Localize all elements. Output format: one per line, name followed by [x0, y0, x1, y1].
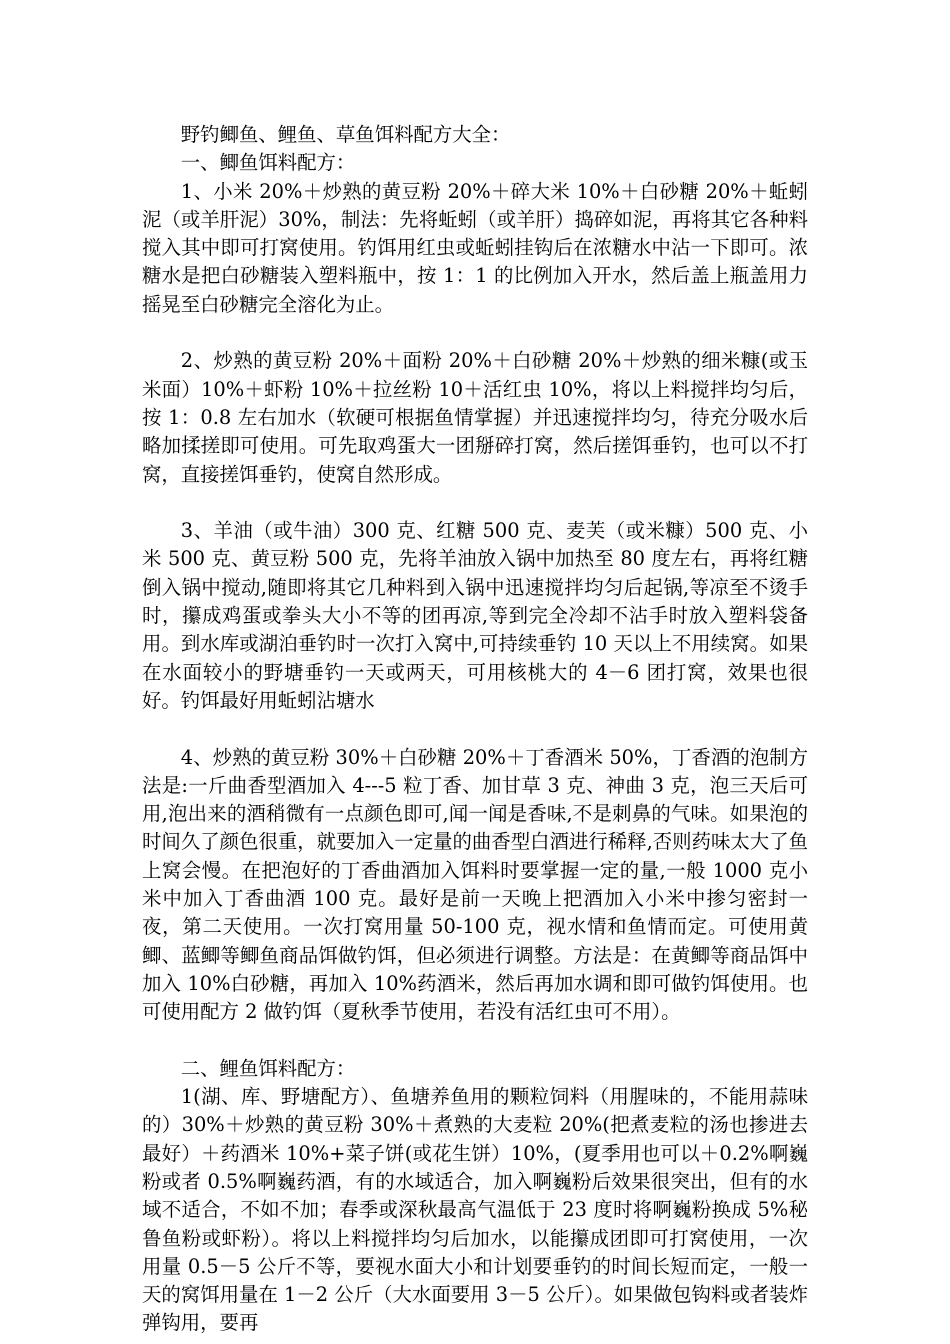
section-heading-crucian: 一、鲫鱼饵料配方：	[180, 151, 356, 175]
paragraph-spacer	[142, 1027, 808, 1055]
carp-recipe-1: 1(湖、库、野塘配方）、鱼塘养鱼用的颗粒饲料（用腥味的，不能用蒜味的）30%＋炒熟的黄豆粉 30%＋煮熟的大麦粒 20%(把煮麦粒的汤也掺进去最好）＋药酒米 10%+菜子饼(或花生饼）10%，(夏季用也可以＋0.2%啊巍粉或者 0.5%啊巍药酒，有的水域适合，加入啊巍粉后效果很突出，但有的水域不适合，不如不加；春季或深秋最高气温低于 23 度时将啊巍粉换成 5%秘鲁鱼粉或虾粉）。将以上料搅拌均匀后加水，以能攥成团即可打窝使用，一次用量 0.5－5 公斤不等，要视水面大小和计划要垂钓的时间长短而定，一般一天的窝饵用量在 1－2 公斤（大水面要用 3－5 公斤）。如果做包钩料或者装炸弹钩用，要再	[142, 1085, 808, 1335]
crucian-recipe-1: 1、小米 20%＋炒熟的黄豆粉 20%＋碎大米 10%＋白砂糖 20%＋蚯蚓泥（或羊肝泥）30%，制法：先将蚯蚓（或羊肝）捣碎如泥，再将其它各种料搅入其中即可打窝使用。钓饵用红虫或蚯蚓挂钩后在浓糖水中沾一下即可。浓糖水是把白砂糖装入塑料瓶中，按 1：1 的比例加入开水，然后盖上瓶盖用力摇晃至白砂糖完全溶化为止。	[142, 179, 808, 316]
section-heading-carp: 二、鲤鱼饵料配方：	[180, 1056, 356, 1080]
paragraph-spacer	[142, 715, 808, 743]
paragraph-spacer	[142, 319, 808, 347]
document-page	[142, 121, 808, 1338]
document-title: 野钓鲫鱼、鲤鱼、草鱼饵料配方大全：	[180, 123, 511, 146]
paragraph-spacer	[142, 489, 808, 517]
crucian-recipe-3: 3、羊油（或牛油）300 克、红糖 500 克、麦芙（或米糠）500 克、小米 500 克、黄豆粉 500 克，先将羊油放入锅中加热至 80 度左右，再将红糖倒入锅中搅动,随即将其它几种料到入锅中迅速搅拌均匀后起锅,等凉至不烫手时，攥成鸡蛋或拳头大小不等的团再凉,等到完全冷却不沾手时放入塑料袋备用。到水库或湖泊垂钓时一次打入窝中,可持续垂钓 10 天以上不用续窝。如果在水面较小的野塘垂钓一天或两天，可用核桃大的 4－6 团打窝，效果也很好。钓饵最好用蚯蚓沾塘水	[142, 519, 808, 712]
crucian-recipe-4: 4、炒熟的黄豆粉 30%＋白砂糖 20%＋丁香酒米 50%，丁香酒的泡制方法是:一斤曲香型酒加入 4---5 粒丁香、加甘草 3 克、神曲 3 克，泡三天后可用,泡出来的酒稍微有一点颜色即可,闻一闻是香味,不是刺鼻的气味。如果泡的时间久了颜色很重，就要加入一定量的曲香型白酒进行稀释,否则药味太大了鱼上窝会慢。在把泡好的丁香曲酒加入饵料时要掌握一定的量,一般 1000 克小米中加入丁香曲酒 100 克。最好是前一天晚上把酒加入小米中掺匀密封一夜，第二天使用。一次打窝用量 50-100 克，视水情和鱼情而定。可使用黄鲫、蓝鲫等鲫鱼商品饵做钓饵，但必须进行调整。方法是：在黄鲫等商品饵中加入 10%白砂糖，再加入 10%药酒米，然后再加水调和即可做钓饵使用。也可使用配方 2 做钓饵（夏秋季节使用，若没有活红虫可不用）。	[142, 745, 808, 1024]
crucian-recipe-2: 2、炒熟的黄豆粉 20%＋面粉 20%＋白砂糖 20%＋炒熟的细米糠(或玉米面）10%＋虾粉 10%＋拉丝粉 10＋活红虫 10%，将以上料搅拌均匀后，按 1：0.8 左右加水（软硬可根据鱼情掌握）并迅速搅拌均匀，待充分吸水后略加揉搓即可使用。可先取鸡蛋大一团掰碎打窝，然后搓饵垂钓，也可以不打窝，直接搓饵垂钓，使窝自然形成。	[142, 349, 808, 486]
